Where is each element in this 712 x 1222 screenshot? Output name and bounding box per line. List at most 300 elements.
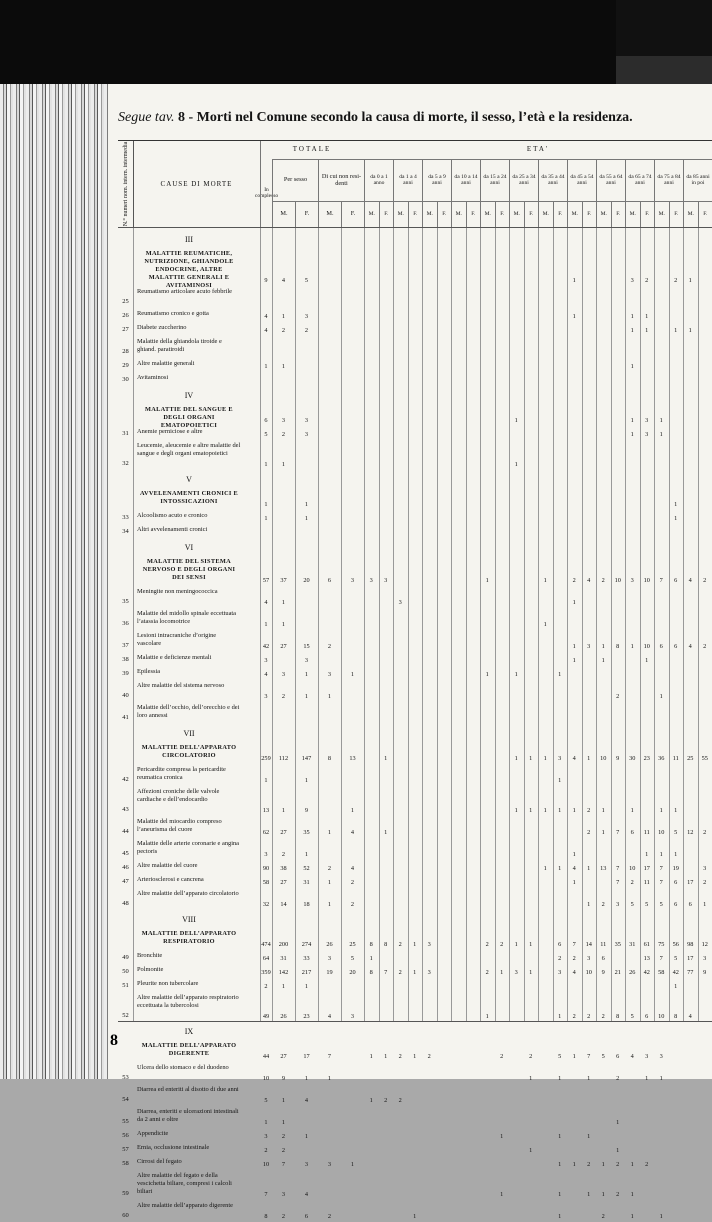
value-cell: 1	[567, 277, 582, 284]
age-group-header: da 35 a 44 anni	[538, 159, 567, 201]
value-cell: 1	[272, 461, 295, 468]
value-cell: 1	[318, 693, 341, 700]
value-cell: 1	[341, 671, 364, 678]
roman-heading	[118, 1024, 712, 1040]
value-cell: 1	[295, 671, 318, 678]
age-group-header: da 1 a 4 anni	[393, 159, 422, 201]
cause-label: Reumatismo cronico e gotta	[137, 310, 241, 318]
cause-row	[118, 1144, 712, 1156]
value-cell: 1	[640, 327, 655, 334]
value-cell: 35	[295, 829, 318, 836]
row-number-header: N.° numeri nom. intern. intermedia	[118, 141, 134, 227]
row-number: 46	[118, 864, 133, 871]
value-cell: 4	[272, 277, 295, 284]
value-cell: 1	[260, 363, 272, 370]
value-cell: 17	[683, 879, 698, 886]
value-cell: 2	[669, 277, 684, 284]
value-cell: 35	[611, 941, 626, 948]
value-cell: 274	[295, 941, 318, 948]
value-cell: 2	[480, 969, 495, 976]
value-cell: 5	[260, 1097, 272, 1104]
age-group-header: da 25 a 34 anni	[509, 159, 538, 201]
value-cell: 3	[341, 1013, 364, 1020]
value-cell: 3	[422, 969, 437, 976]
value-cell: 27	[272, 643, 295, 650]
row-number: 48	[118, 900, 133, 907]
row-number: 43	[118, 806, 133, 813]
value-cell: 2	[698, 643, 712, 650]
table-header	[118, 141, 712, 228]
value-cell: 7	[611, 879, 626, 886]
value-cell: 32	[260, 901, 272, 908]
value-cell: 2	[318, 865, 341, 872]
value-cell: 4	[260, 327, 272, 334]
value-cell: 1	[654, 693, 669, 700]
value-cell: 1	[480, 577, 495, 584]
cause-label: Reumatismo articolare acuto febbrile	[137, 288, 241, 296]
value-cell: 3	[379, 577, 394, 584]
value-cell: 2	[640, 277, 655, 284]
cause-label: Malattie e deficienze mentali	[137, 654, 241, 662]
value-cell: 3	[272, 417, 295, 424]
value-cell: 1	[260, 777, 272, 784]
value-cell: 1	[567, 1053, 582, 1060]
value-cell: 8	[318, 755, 341, 762]
row-number: 34	[118, 528, 133, 535]
value-cell: 1	[669, 851, 684, 858]
value-cell: 42	[669, 969, 684, 976]
value-cell: 2	[318, 1213, 341, 1220]
row-number: 42	[118, 776, 133, 783]
value-cell: 1	[272, 1119, 295, 1126]
row-number: 55	[118, 1118, 133, 1125]
cause-row	[118, 1202, 712, 1222]
value-cell: 4	[341, 865, 364, 872]
cause-row	[118, 890, 712, 910]
cause-label: MALATTIE DEL SANGUE E DEGLI ORGANI EMATOPOIETICI	[137, 406, 241, 430]
value-cell: 12	[698, 941, 712, 948]
section-row	[118, 930, 712, 950]
title-text: 8 - Morti nel Comune secondo la causa di morte, il sesso, l’età e la residenza.	[178, 110, 633, 125]
value-cell: 2	[524, 1053, 539, 1060]
value-cell: 9	[611, 755, 626, 762]
cause-label: Malattie delle arterie coronarie e angina pectoris	[137, 840, 241, 856]
sex-f-header: F.	[341, 201, 364, 227]
sex-m-header: M.	[422, 201, 437, 227]
row-number: 27	[118, 326, 133, 333]
value-cell: 1	[408, 969, 423, 976]
sex-m-header: M.	[451, 201, 466, 227]
value-cell: 1	[567, 1161, 582, 1168]
value-cell: 1	[640, 313, 655, 320]
value-cell: 6	[318, 577, 341, 584]
sex-f-header: F.	[379, 201, 394, 227]
eta-header: ETA'	[364, 145, 712, 153]
value-cell: 217	[295, 969, 318, 976]
row-number: 31	[118, 430, 133, 437]
value-cell: 1	[295, 851, 318, 858]
value-cell: 58	[654, 969, 669, 976]
value-cell: 2	[272, 327, 295, 334]
value-cell: 1	[669, 515, 684, 522]
value-cell: 2	[567, 577, 582, 584]
value-cell: 2	[596, 901, 611, 908]
value-cell: 1	[596, 1191, 611, 1198]
cause-row	[118, 428, 712, 440]
value-cell: 1	[295, 693, 318, 700]
sex-m-header: M.	[654, 201, 669, 227]
value-cell: 1	[567, 657, 582, 664]
sex-m-header: M.	[393, 201, 408, 227]
value-cell: 147	[295, 755, 318, 762]
value-cell: 4	[683, 1013, 698, 1020]
value-cell: 3	[272, 1191, 295, 1198]
cause-label: Avitaminosi	[137, 374, 241, 382]
table-body	[118, 228, 712, 1021]
row-number: 49	[118, 954, 133, 961]
cause-row	[118, 876, 712, 888]
value-cell: 1	[553, 1191, 568, 1198]
cause-label: Lesioni intracraniche d’origine vascolare	[137, 632, 241, 648]
value-cell: 1	[538, 807, 553, 814]
value-cell: 1	[553, 1161, 568, 1168]
value-cell: 1	[582, 865, 597, 872]
value-cell: 14	[582, 941, 597, 948]
roman-label: IV	[137, 392, 241, 400]
value-cell: 1	[272, 983, 295, 990]
value-cell: 1	[582, 755, 597, 762]
value-cell: 3	[364, 577, 379, 584]
value-cell: 1	[625, 1161, 640, 1168]
roman-heading	[118, 912, 712, 928]
value-cell: 2	[596, 577, 611, 584]
value-cell: 9	[295, 807, 318, 814]
value-cell: 2	[596, 1013, 611, 1020]
sex-m-header: M.	[480, 201, 495, 227]
value-cell: 10	[596, 755, 611, 762]
roman-heading	[118, 232, 712, 248]
value-cell: 3	[341, 577, 364, 584]
cause-label: MALATTIE DELL’APPARATO CIRCOLATORIO	[137, 744, 241, 760]
row-number: 25	[118, 298, 133, 305]
value-cell: 7	[379, 969, 394, 976]
value-cell: 2	[611, 693, 626, 700]
row-number: 40	[118, 692, 133, 699]
cause-row	[118, 526, 712, 538]
value-cell: 1	[272, 599, 295, 606]
value-cell: 11	[640, 829, 655, 836]
value-cell: 3	[295, 313, 318, 320]
value-cell: 1	[272, 1097, 295, 1104]
value-cell: 2	[698, 829, 712, 836]
value-cell: 1	[669, 501, 684, 508]
value-cell: 3	[582, 643, 597, 650]
value-cell: 2	[341, 879, 364, 886]
value-cell: 23	[295, 1013, 318, 1020]
value-cell: 1	[553, 1133, 568, 1140]
value-cell: 1	[582, 1191, 597, 1198]
value-cell: 4	[260, 599, 272, 606]
cause-row	[118, 288, 712, 308]
value-cell: 2	[567, 1013, 582, 1020]
cause-row	[118, 654, 712, 666]
value-cell: 1	[698, 901, 712, 908]
sex-f-header: F.	[437, 201, 452, 227]
value-cell: 1	[509, 417, 524, 424]
row-number: 59	[118, 1190, 133, 1197]
row-number: 53	[118, 1074, 133, 1081]
value-cell: 17	[683, 955, 698, 962]
value-cell: 2	[625, 879, 640, 886]
value-cell: 2	[611, 1075, 626, 1082]
value-cell: 4	[295, 1191, 318, 1198]
value-cell: 1	[567, 851, 582, 858]
value-cell: 4	[683, 643, 698, 650]
row-number: 45	[118, 850, 133, 857]
value-cell: 31	[295, 879, 318, 886]
value-cell: 7	[318, 1053, 341, 1060]
value-cell: 3	[272, 671, 295, 678]
roman-label: V	[137, 476, 241, 484]
value-cell: 1	[582, 1133, 597, 1140]
value-cell: 6	[295, 1213, 318, 1220]
cause-row	[118, 682, 712, 702]
value-cell: 1	[567, 643, 582, 650]
value-cell: 1	[509, 461, 524, 468]
value-cell: 19	[318, 969, 341, 976]
cause-label: Diarrea ed enteriti al disotto di due anni	[137, 1086, 241, 1094]
value-cell: 1	[318, 879, 341, 886]
value-cell: 62	[260, 829, 272, 836]
sex-f-header: F.	[408, 201, 423, 227]
value-cell: 1	[272, 363, 295, 370]
value-cell: 38	[272, 865, 295, 872]
table-title	[118, 110, 712, 126]
value-cell: 1	[625, 313, 640, 320]
value-cell: 1	[625, 417, 640, 424]
value-cell: 77	[683, 969, 698, 976]
value-cell: 2	[698, 879, 712, 886]
document-page	[108, 84, 712, 1079]
value-cell: 5	[260, 431, 272, 438]
value-cell: 8	[260, 1213, 272, 1220]
roman-label: IX	[137, 1028, 241, 1036]
value-cell: 2	[698, 577, 712, 584]
value-cell: 2	[582, 829, 597, 836]
value-cell: 1	[567, 807, 582, 814]
value-cell: 1	[538, 865, 553, 872]
cause-row	[118, 840, 712, 860]
title-prefix: Segue tav.	[118, 110, 175, 125]
value-cell: 21	[611, 969, 626, 976]
cause-label: Altre malattie del sistema nervoso	[137, 682, 241, 690]
cause-row	[118, 1172, 712, 1200]
value-cell: 5	[295, 277, 318, 284]
value-cell: 1	[318, 829, 341, 836]
row-number: 35	[118, 598, 133, 605]
cause-label: MALATTIE REUMATICHE, NUTRIZIONE, GHIANDOLE ENDOCRINE, ALTRE MALATTIE GENERALI E AVITAMINOSI	[137, 250, 241, 290]
value-cell: 1	[341, 807, 364, 814]
value-cell: 5	[625, 901, 640, 908]
section-row	[118, 250, 712, 286]
value-cell: 4	[260, 671, 272, 678]
header-divider	[260, 141, 261, 227]
sex-f-header: F.	[582, 201, 597, 227]
cause-label: Epilessia	[137, 668, 241, 676]
sex-m-header: M.	[272, 201, 295, 227]
cause-row	[118, 374, 712, 386]
value-cell: 1	[364, 955, 379, 962]
value-cell: 1	[495, 969, 510, 976]
row-number: 33	[118, 514, 133, 521]
value-cell: 2	[553, 955, 568, 962]
value-cell: 1	[260, 461, 272, 468]
value-cell: 1	[524, 1075, 539, 1082]
cause-row	[118, 1158, 712, 1170]
value-cell: 1	[295, 1133, 318, 1140]
cause-label: Diarrea, enteriti e ulcerazioni intestinali da 2 anni e oltre	[137, 1108, 241, 1124]
value-cell: 33	[295, 955, 318, 962]
value-cell: 5	[341, 955, 364, 962]
cause-row	[118, 766, 712, 786]
value-cell: 4	[567, 969, 582, 976]
value-cell: 4	[567, 755, 582, 762]
value-cell: 56	[669, 941, 684, 948]
value-cell: 6	[683, 901, 698, 908]
value-cell: 1	[596, 657, 611, 664]
value-cell: 57	[260, 577, 272, 584]
cause-row	[118, 324, 712, 336]
cause-label: Malattie della ghiandola tiroide e ghiand. paratiroidi	[137, 338, 241, 354]
row-number: 30	[118, 376, 133, 383]
value-cell: 4	[341, 829, 364, 836]
value-cell: 200	[272, 941, 295, 948]
value-cell: 1	[553, 1013, 568, 1020]
value-cell: 1	[318, 901, 341, 908]
value-cell: 1	[379, 1053, 394, 1060]
value-cell: 2	[596, 1213, 611, 1220]
value-cell: 1	[272, 807, 295, 814]
value-cell: 12	[683, 829, 698, 836]
sex-m-header: M.	[683, 201, 698, 227]
value-cell: 2	[567, 955, 582, 962]
value-cell: 55	[698, 755, 712, 762]
value-cell: 1	[272, 313, 295, 320]
sex-f-header: F.	[640, 201, 655, 227]
value-cell: 1	[625, 807, 640, 814]
value-cell: 13	[341, 755, 364, 762]
value-cell: 27	[272, 829, 295, 836]
value-cell: 1	[495, 1191, 510, 1198]
value-cell: 1	[480, 1013, 495, 1020]
value-cell: 2	[379, 1097, 394, 1104]
value-cell: 2	[611, 1161, 626, 1168]
value-cell: 2	[318, 643, 341, 650]
sex-f-header: F.	[495, 201, 510, 227]
value-cell: 2	[341, 901, 364, 908]
sex-m-header: M.	[538, 201, 553, 227]
value-cell: 5	[640, 901, 655, 908]
value-cell: 112	[272, 755, 295, 762]
value-cell: 1	[524, 969, 539, 976]
cause-row	[118, 310, 712, 322]
age-group-header: da 45 a 54 anni	[567, 159, 596, 201]
value-cell: 1	[640, 851, 655, 858]
cause-row	[118, 632, 712, 652]
value-cell: 4	[260, 313, 272, 320]
value-cell: 3	[260, 851, 272, 858]
value-cell: 7	[654, 865, 669, 872]
value-cell: 2	[272, 693, 295, 700]
value-cell: 1	[295, 1075, 318, 1082]
value-cell: 11	[596, 941, 611, 948]
value-cell: 8	[611, 1013, 626, 1020]
value-cell: 2	[582, 1161, 597, 1168]
value-cell: 1	[379, 829, 394, 836]
cause-label: Pleurite non tubercolare	[137, 980, 241, 988]
value-cell: 1	[567, 599, 582, 606]
cause-row	[118, 668, 712, 680]
row-number: 39	[118, 670, 133, 677]
value-cell: 2	[495, 1053, 510, 1060]
value-cell: 7	[272, 1161, 295, 1168]
cause-label: Ernia, occlusione intestinale	[137, 1144, 241, 1152]
value-cell: 142	[272, 969, 295, 976]
age-group-header: da 75 a 84 anni	[654, 159, 683, 201]
value-cell: 1	[553, 865, 568, 872]
roman-label: III	[137, 236, 241, 244]
value-cell: 3	[295, 1161, 318, 1168]
sex-f-header: F.	[524, 201, 539, 227]
value-cell: 7	[654, 577, 669, 584]
cause-label: Appendicite	[137, 1130, 241, 1138]
value-cell: 1	[364, 1097, 379, 1104]
value-cell: 1	[538, 621, 553, 628]
value-cell: 10	[582, 969, 597, 976]
value-cell: 3	[611, 901, 626, 908]
sex-f-header: F.	[295, 201, 318, 227]
cause-label: Anemie perniciose e altre	[137, 428, 241, 436]
value-cell: 3	[509, 969, 524, 976]
value-cell: 8	[364, 969, 379, 976]
cause-row	[118, 952, 712, 964]
value-cell: 1	[683, 327, 698, 334]
value-cell: 25	[683, 755, 698, 762]
value-cell: 3	[318, 671, 341, 678]
value-cell: 3	[698, 955, 712, 962]
value-cell: 1	[640, 1075, 655, 1082]
value-cell: 1	[654, 807, 669, 814]
value-cell: 10	[625, 865, 640, 872]
value-cell: 1	[295, 515, 318, 522]
value-cell: 25	[341, 941, 364, 948]
age-group-header: da 65 a 74 anni	[625, 159, 654, 201]
value-cell: 1	[509, 941, 524, 948]
value-cell: 1	[596, 643, 611, 650]
value-cell: 8	[669, 1013, 684, 1020]
value-cell: 10	[640, 643, 655, 650]
value-cell: 42	[260, 643, 272, 650]
row-number: 26	[118, 312, 133, 319]
value-cell: 1	[596, 807, 611, 814]
value-cell: 3	[640, 417, 655, 424]
value-cell: 37	[272, 577, 295, 584]
value-cell: 1	[553, 807, 568, 814]
value-cell: 3	[625, 277, 640, 284]
value-cell: 2	[480, 941, 495, 948]
value-cell: 6	[669, 879, 684, 886]
value-cell: 1	[364, 1053, 379, 1060]
